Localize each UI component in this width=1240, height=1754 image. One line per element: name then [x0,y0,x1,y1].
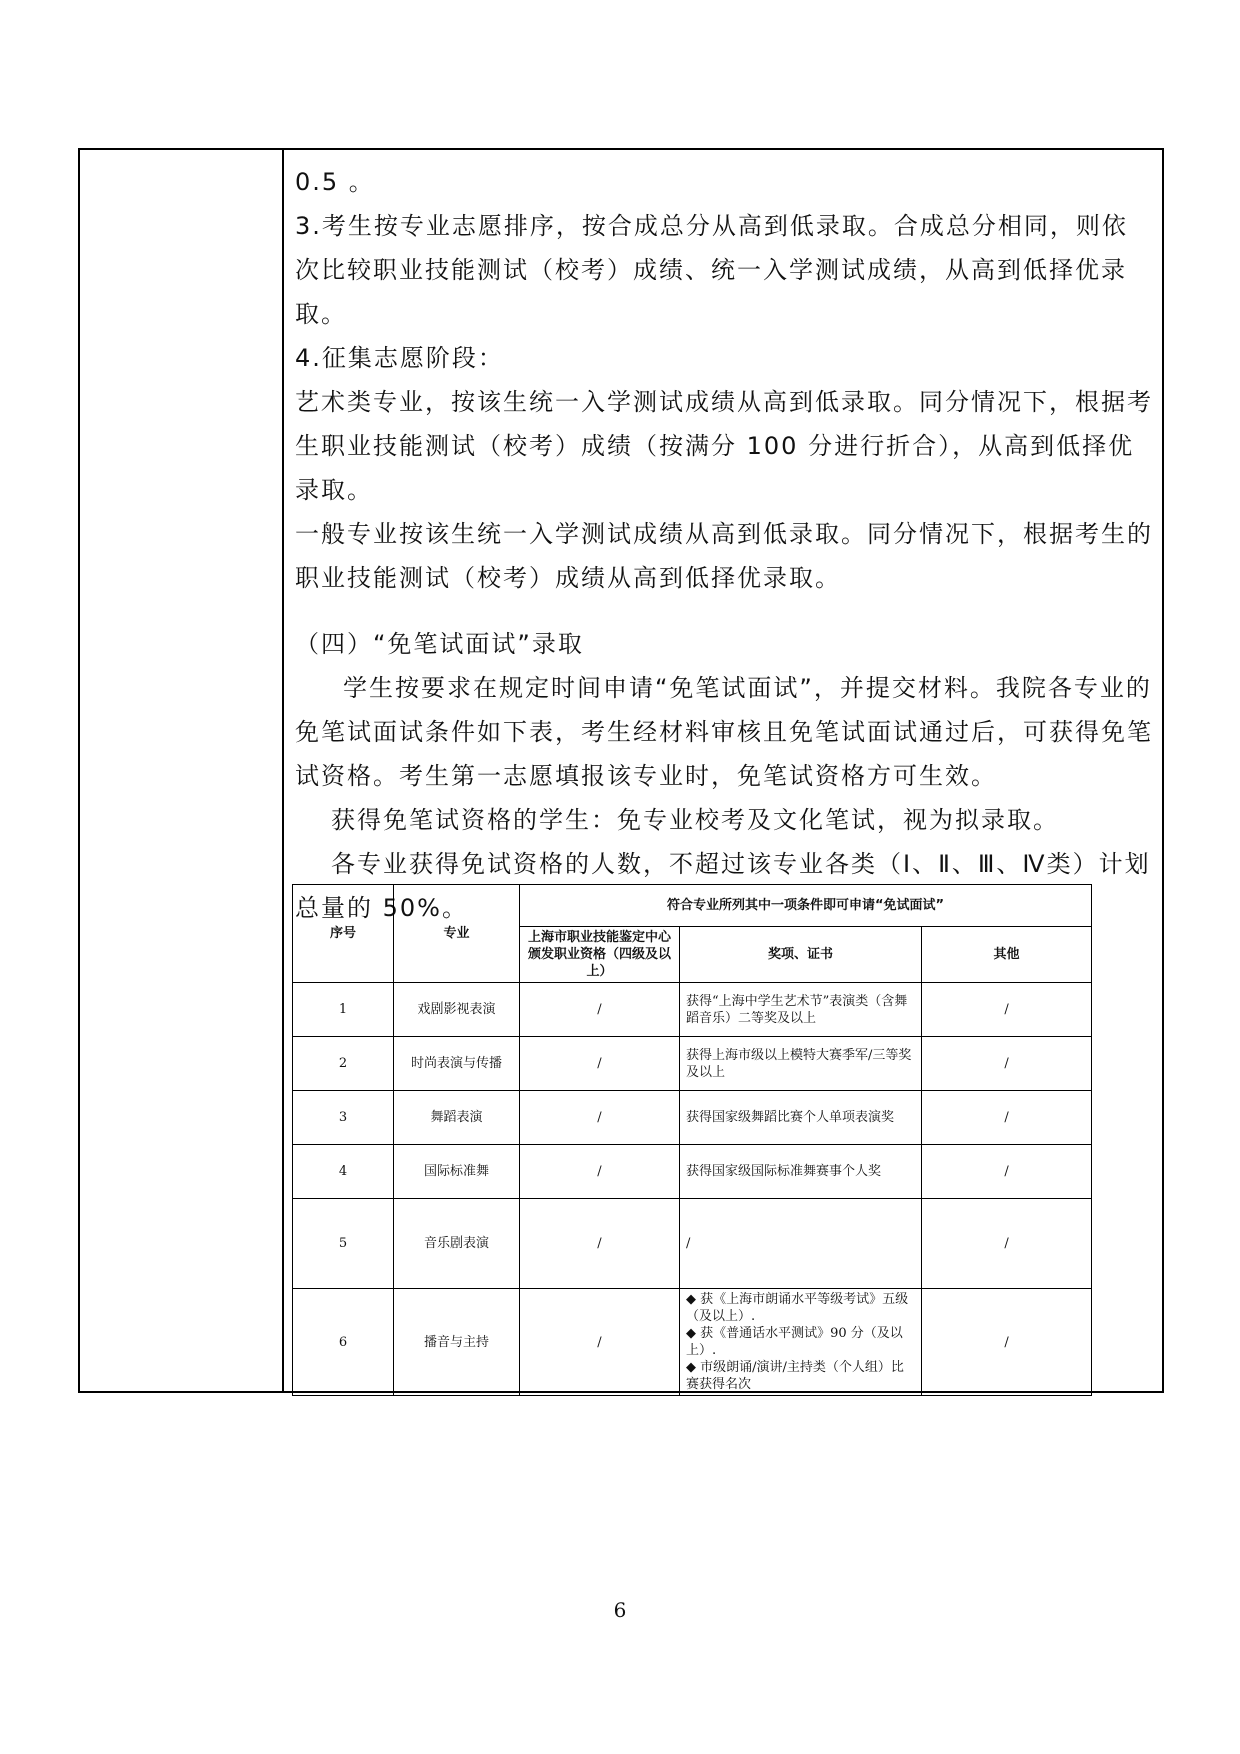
paragraph-general: 一般专业按该生统一入学测试成绩从高到低录取。同分情况下，根据考生的职业技能测试（校考）成绩从高到低择优录取。 [295,520,1153,592]
main-text [295,160,1153,930]
header-award: 奖项、证书 [680,927,922,983]
table-row [293,1091,1092,1145]
cell-cert: / [520,1037,680,1091]
award-item: ◆ 获《上海市朗诵水平等级考试》五级（及以上）. [686,1292,909,1324]
cell-other: / [922,1091,1092,1145]
cell-major: 戏剧影视表演 [394,983,520,1037]
cell-no: 6 [293,1289,394,1396]
header-group: 符合专业所列其中一项条件即可申请“免试面试” [520,885,1092,927]
cell-major: 播音与主持 [394,1289,520,1396]
cell-no: 1 [293,983,394,1037]
table-row [293,1145,1092,1199]
cell-major: 时尚表演与传播 [394,1037,520,1091]
cell-award: / [680,1199,922,1289]
table-row [293,1289,1092,1396]
award-item: ◆ 获《普通话水平测试》90 分（及以上）. [686,1326,903,1358]
paragraph-4-title: 4.征集志愿阶段： [295,344,504,372]
paragraph-qualify: 获得免笔试资格的学生：免专业校考及文化笔试，视为拟录取。 [331,806,1059,834]
header-major: 专业 [394,885,520,983]
paragraph-apply: 学生按要求在规定时间申请“免笔试面试”，并提交材料。我院各专业的免笔试面试条件如下表，考生经材料审核且免笔试面试通过后，可获得免笔试资格。考生第一志愿填报该专业时，免笔试资格方可生效。 [295,674,1153,790]
paragraph-art: 艺术类专业，按该生统一入学测试成绩从高到低录取。同分情况下，根据考生职业技能测试（校考）成绩（按满分 100 分进行折合），从高到低择优录取。 [295,388,1153,504]
cell-cert: / [520,1145,680,1199]
cell-award: 获得“上海中学生艺术节”表演类（含舞蹈音乐）二等奖及以上 [680,983,922,1037]
exemption-criteria-table [292,884,1092,1396]
cell-no: 3 [293,1091,394,1145]
cell-other: / [922,1199,1092,1289]
cell-cert: / [520,983,680,1037]
paragraph-3: 3.考生按专业志愿排序，按合成总分从高到低录取。合成总分相同，则依次比较职业技能测试（校考）成绩、统一入学测试成绩，从高到低择优录取。 [295,212,1128,328]
cell-no: 4 [293,1145,394,1199]
header-cert: 上海市职业技能鉴定中心颁发职业资格（四级及以上） [520,927,680,983]
cell-cert: / [520,1289,680,1396]
cell-award: 获得国家级舞蹈比赛个人单项表演奖 [680,1091,922,1145]
table-row [293,983,1092,1037]
cell-award: 获得国家级国际标准舞赛事个人奖 [680,1145,922,1199]
cell-other: / [922,1037,1092,1091]
left-column [80,150,284,1391]
cell-major: 舞蹈表演 [394,1091,520,1145]
cell-award [680,1289,922,1396]
cell-award: 获得上海市级以上模特大赛季军/三等奖及以上 [680,1037,922,1091]
page-number: 6 [613,1598,627,1622]
table-row [293,1199,1092,1289]
cell-cert: / [520,1199,680,1289]
cell-other: / [922,983,1092,1037]
header-no: 序号 [293,885,394,983]
cell-no: 2 [293,1037,394,1091]
cell-no: 5 [293,1199,394,1289]
cell-other: / [922,1289,1092,1396]
award-item: ◆ 市级朗诵/演讲/主持类（个人组）比赛获得名次 [686,1360,904,1392]
cell-major: 音乐剧表演 [394,1199,520,1289]
cell-major: 国际标准舞 [394,1145,520,1199]
table-row [293,1037,1092,1091]
cell-cert: / [520,1091,680,1145]
paragraph-quota: 各专业获得免试资格的人数，不超过该专业各类（Ⅰ、Ⅱ、Ⅲ、Ⅳ类）计划总量的 50%。 [295,850,1151,922]
header-other: 其他 [922,927,1092,983]
text-line-0: 0.5 。 [295,168,375,196]
section-heading: （四）“免笔试面试”录取 [295,630,584,658]
cell-other: / [922,1145,1092,1199]
